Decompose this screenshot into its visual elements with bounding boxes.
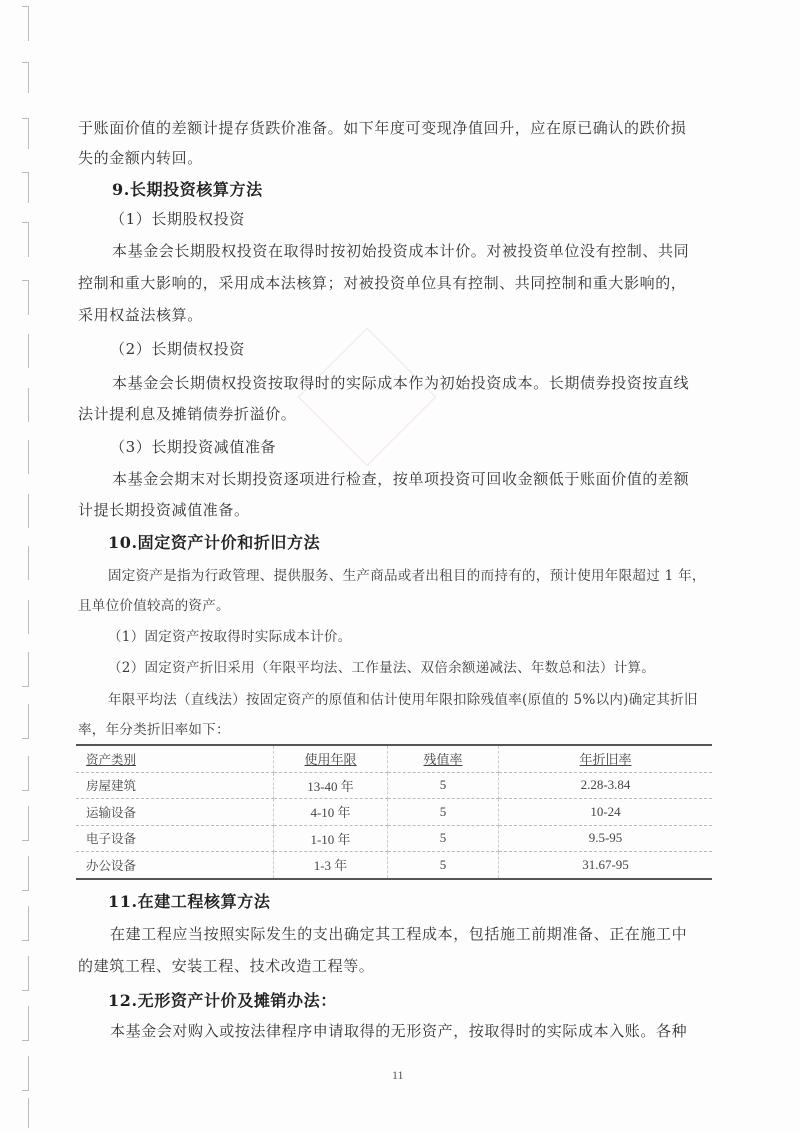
- paragraph-line: 且单位价值较高的资产。: [78, 598, 230, 614]
- subheading-9-1: （1）长期股权投资: [110, 210, 245, 228]
- table-cell: 房屋建筑: [76, 772, 274, 799]
- paragraph-line: 在建工程应当按照实际发生的支出确定其工程成本，包括施工前期准备、正在施工中: [110, 925, 688, 943]
- subheading-9-2: （2）长期债权投资: [110, 340, 245, 358]
- table-cell: 办公设备: [76, 852, 274, 879]
- table-cell: 9.5-95: [499, 825, 713, 852]
- paragraph-line: 于账面价值的差额计提存货跌价准备。如下年度可变现净值回升，应在原已确认的跌价损: [78, 119, 687, 137]
- table-cell: 13-40 年: [274, 772, 388, 799]
- table-row: [76, 772, 712, 799]
- binding-mark: [22, 856, 29, 891]
- binding-mark: [22, 600, 29, 634]
- paragraph-line: 计提长期投资减值准备。: [78, 501, 250, 519]
- column-header: 使用年限: [304, 752, 357, 768]
- paragraph-line: 的建筑工程、安装工程、技术改造工程等。: [78, 957, 375, 975]
- table-cell: 运输设备: [76, 799, 274, 826]
- section-heading-10: 10.固定资产计价和折旧方法: [108, 533, 321, 552]
- table-cell: 2.28-3.84: [499, 772, 713, 799]
- binding-mark: [22, 280, 29, 315]
- binding-mark: [22, 546, 29, 580]
- binding-mark: [22, 118, 29, 149]
- table-cell: 5: [388, 825, 499, 852]
- paragraph-line: 固定资产是指为行政管理、提供服务、生产商品或者出租目的而持有的，预计使用年限超过 1 年，: [108, 568, 706, 584]
- paragraph-line: 本基金会对购入或按法律程序申请取得的无形资产，按取得时的实际成本入账。各种: [110, 1022, 688, 1040]
- table-cell: 5: [388, 799, 499, 826]
- table-row: [76, 825, 712, 852]
- section-heading-11: 11.在建工程核算方法: [108, 892, 271, 911]
- table-cell: 电子设备: [76, 825, 274, 852]
- binding-mark: [22, 806, 29, 841]
- binding-mark: [22, 1056, 29, 1091]
- binding-mark: [22, 756, 29, 791]
- paragraph-line: （2）固定资产折旧采用（年限平均法、工作量法、双倍余额递减法、年数总和法）计算。: [108, 660, 656, 676]
- binding-mark: [22, 906, 29, 941]
- table-cell: 1-3 年: [274, 852, 388, 879]
- table-cell: 5: [388, 852, 499, 879]
- paragraph-line: 法计提利息及摊销债券折溢价。: [78, 405, 297, 423]
- table-cell: 4-10 年: [274, 799, 388, 826]
- binding-mark: [22, 334, 29, 368]
- paragraph-line: 本基金会期末对长期投资逐项进行检查，按单项投资可回收金额低于账面价值的差额: [112, 470, 690, 488]
- table-row: [76, 799, 712, 826]
- table-cell: 5: [388, 772, 499, 799]
- binding-mark: [22, 494, 29, 528]
- binding-mark: [22, 6, 29, 41]
- paragraph-line: 失的金额内转回。: [78, 149, 203, 167]
- binding-mark: [22, 62, 29, 93]
- paragraph-line: 本基金会长期股权投资在取得时按初始投资成本计价。对被投资单位没有控制、共同: [112, 242, 690, 260]
- page-number: 11: [392, 1068, 404, 1082]
- faint-seal-stamp: [298, 328, 437, 467]
- paragraph-line: 本基金会长期债权投资按取得时的实际成本作为初始投资成本。长期债券投资按直线: [112, 374, 690, 392]
- binding-mark: [22, 704, 29, 739]
- depreciation-table: [76, 744, 712, 880]
- table-cell: 10-24: [499, 799, 713, 826]
- column-header: 残值率: [423, 752, 463, 768]
- table-cell: 1-10 年: [274, 825, 388, 852]
- table-header-row: [76, 745, 712, 772]
- binding-mark: [22, 1098, 29, 1128]
- table-cell: 31.67-95: [582, 856, 629, 872]
- column-header: 年折旧率: [579, 752, 632, 768]
- binding-mark: [22, 956, 29, 991]
- paragraph-line: 控制和重大影响的，采用成本法核算；对被投资单位具有控制、共同控制和重大影响的，: [78, 274, 687, 292]
- binding-mark: [22, 440, 29, 474]
- binding-mark: [22, 388, 29, 422]
- binding-mark: [22, 652, 29, 687]
- paragraph-line: （1）固定资产按取得时实际成本计价。: [108, 629, 352, 645]
- paragraph-line: 率，年分类折旧率如下：: [78, 722, 230, 738]
- binding-mark: [22, 222, 29, 257]
- subheading-9-3: （3）长期投资减值准备: [110, 438, 277, 456]
- binding-mark: [22, 172, 29, 203]
- column-header: 资产类别: [86, 751, 137, 767]
- table-row: [76, 852, 712, 879]
- section-heading-9: 9.长期投资核算方法: [112, 180, 263, 199]
- paragraph-line: 采用权益法核算。: [78, 306, 203, 324]
- section-heading-12: 12.无形资产计价及摊销办法：: [108, 991, 337, 1010]
- binding-mark: [22, 1006, 29, 1041]
- paragraph-line: 年限平均法（直线法）按固定资产的原值和估计使用年限扣除残值率(原值的 5%以内)确定其折旧: [108, 692, 698, 708]
